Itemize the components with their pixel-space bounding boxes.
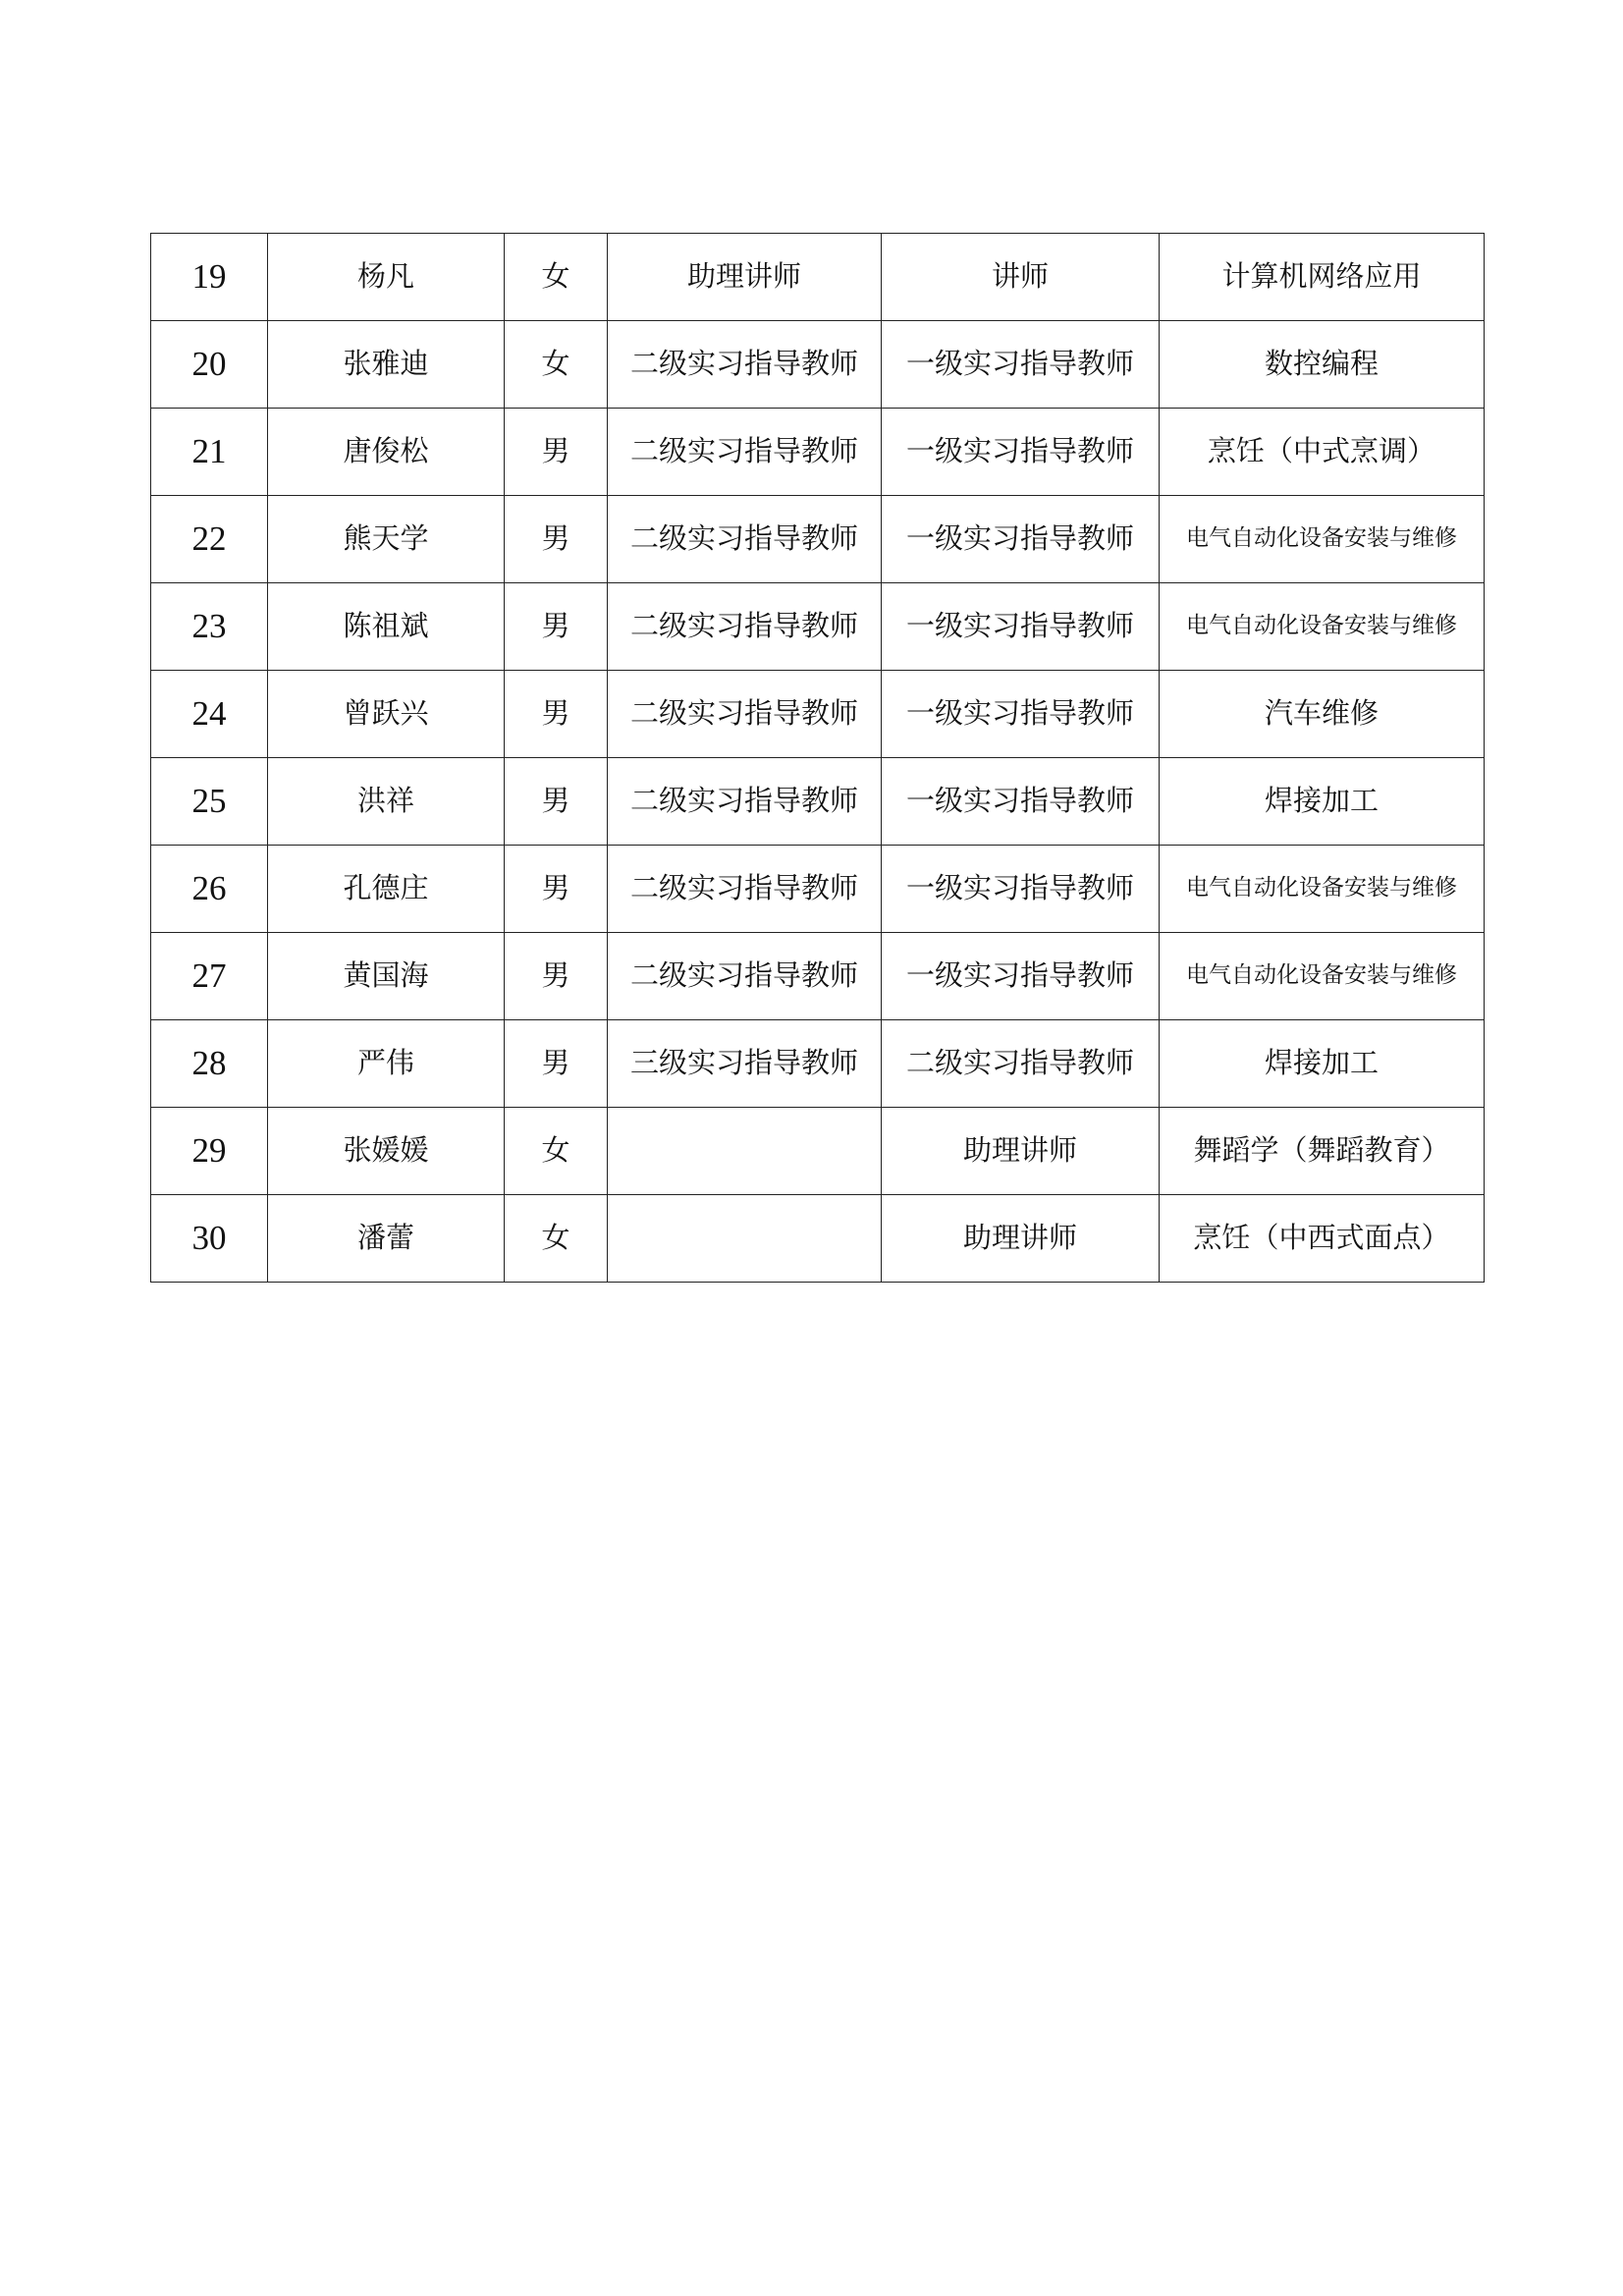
proposed-title: 一级实习指导教师 (882, 671, 1160, 758)
table-row (151, 933, 1485, 1020)
row-number: 28 (151, 1020, 268, 1108)
row-number: 21 (151, 409, 268, 496)
teacher-name: 黄国海 (268, 933, 505, 1020)
gender: 女 (505, 1195, 608, 1283)
current-title: 二级实习指导教师 (608, 496, 882, 583)
gender: 男 (505, 583, 608, 671)
table-row (151, 496, 1485, 583)
row-number: 27 (151, 933, 268, 1020)
proposed-title: 助理讲师 (882, 1108, 1160, 1195)
major: 电气自动化设备安装与维修 (1160, 933, 1485, 1020)
major: 计算机网络应用 (1160, 234, 1485, 321)
proposed-title: 助理讲师 (882, 1195, 1160, 1283)
teacher-name: 张媛媛 (268, 1108, 505, 1195)
gender: 男 (505, 933, 608, 1020)
proposed-title: 二级实习指导教师 (882, 1020, 1160, 1108)
major: 电气自动化设备安装与维修 (1160, 846, 1485, 933)
current-title: 二级实习指导教师 (608, 583, 882, 671)
row-number: 26 (151, 846, 268, 933)
current-title: 助理讲师 (608, 234, 882, 321)
teacher-name: 曾跃兴 (268, 671, 505, 758)
table-row (151, 1020, 1485, 1108)
current-title: 三级实习指导教师 (608, 1020, 882, 1108)
major: 汽车维修 (1160, 671, 1485, 758)
gender: 男 (505, 496, 608, 583)
teacher-name: 孔德庄 (268, 846, 505, 933)
teacher-name: 洪祥 (268, 758, 505, 846)
teacher-name: 唐俊松 (268, 409, 505, 496)
table-row (151, 1108, 1485, 1195)
row-number: 23 (151, 583, 268, 671)
teacher-name: 张雅迪 (268, 321, 505, 409)
gender: 男 (505, 846, 608, 933)
teacher-name: 潘蕾 (268, 1195, 505, 1283)
row-number: 20 (151, 321, 268, 409)
table-row (151, 234, 1485, 321)
gender: 男 (505, 758, 608, 846)
teacher-name: 杨凡 (268, 234, 505, 321)
row-number: 24 (151, 671, 268, 758)
staff-title-table (150, 233, 1485, 1283)
major: 烹饪（中式烹调） (1160, 409, 1485, 496)
proposed-title: 一级实习指导教师 (882, 409, 1160, 496)
row-number: 25 (151, 758, 268, 846)
row-number: 30 (151, 1195, 268, 1283)
current-title: 二级实习指导教师 (608, 933, 882, 1020)
proposed-title: 一级实习指导教师 (882, 846, 1160, 933)
proposed-title: 一级实习指导教师 (882, 583, 1160, 671)
table-body (151, 234, 1485, 1283)
table-row (151, 671, 1485, 758)
table-row (151, 846, 1485, 933)
major: 焊接加工 (1160, 1020, 1485, 1108)
proposed-title: 一级实习指导教师 (882, 933, 1160, 1020)
current-title: 二级实习指导教师 (608, 409, 882, 496)
proposed-title: 一级实习指导教师 (882, 496, 1160, 583)
teacher-name: 熊天学 (268, 496, 505, 583)
current-title: 二级实习指导教师 (608, 321, 882, 409)
current-title (608, 1195, 882, 1283)
teacher-name: 严伟 (268, 1020, 505, 1108)
row-number: 19 (151, 234, 268, 321)
proposed-title: 一级实习指导教师 (882, 321, 1160, 409)
gender: 男 (505, 671, 608, 758)
table-row (151, 1195, 1485, 1283)
gender: 男 (505, 409, 608, 496)
table-row (151, 583, 1485, 671)
major: 烹饪（中西式面点） (1160, 1195, 1485, 1283)
major: 焊接加工 (1160, 758, 1485, 846)
teacher-name: 陈祖斌 (268, 583, 505, 671)
current-title: 二级实习指导教师 (608, 846, 882, 933)
major: 电气自动化设备安装与维修 (1160, 583, 1485, 671)
major: 数控编程 (1160, 321, 1485, 409)
table-row (151, 758, 1485, 846)
gender: 女 (505, 321, 608, 409)
table-row (151, 409, 1485, 496)
current-title: 二级实习指导教师 (608, 671, 882, 758)
major: 舞蹈学（舞蹈教育） (1160, 1108, 1485, 1195)
row-number: 22 (151, 496, 268, 583)
current-title: 二级实习指导教师 (608, 758, 882, 846)
major: 电气自动化设备安装与维修 (1160, 496, 1485, 583)
gender: 女 (505, 1108, 608, 1195)
proposed-title: 一级实习指导教师 (882, 758, 1160, 846)
row-number: 29 (151, 1108, 268, 1195)
proposed-title: 讲师 (882, 234, 1160, 321)
table-row (151, 321, 1485, 409)
gender: 女 (505, 234, 608, 321)
current-title (608, 1108, 882, 1195)
gender: 男 (505, 1020, 608, 1108)
